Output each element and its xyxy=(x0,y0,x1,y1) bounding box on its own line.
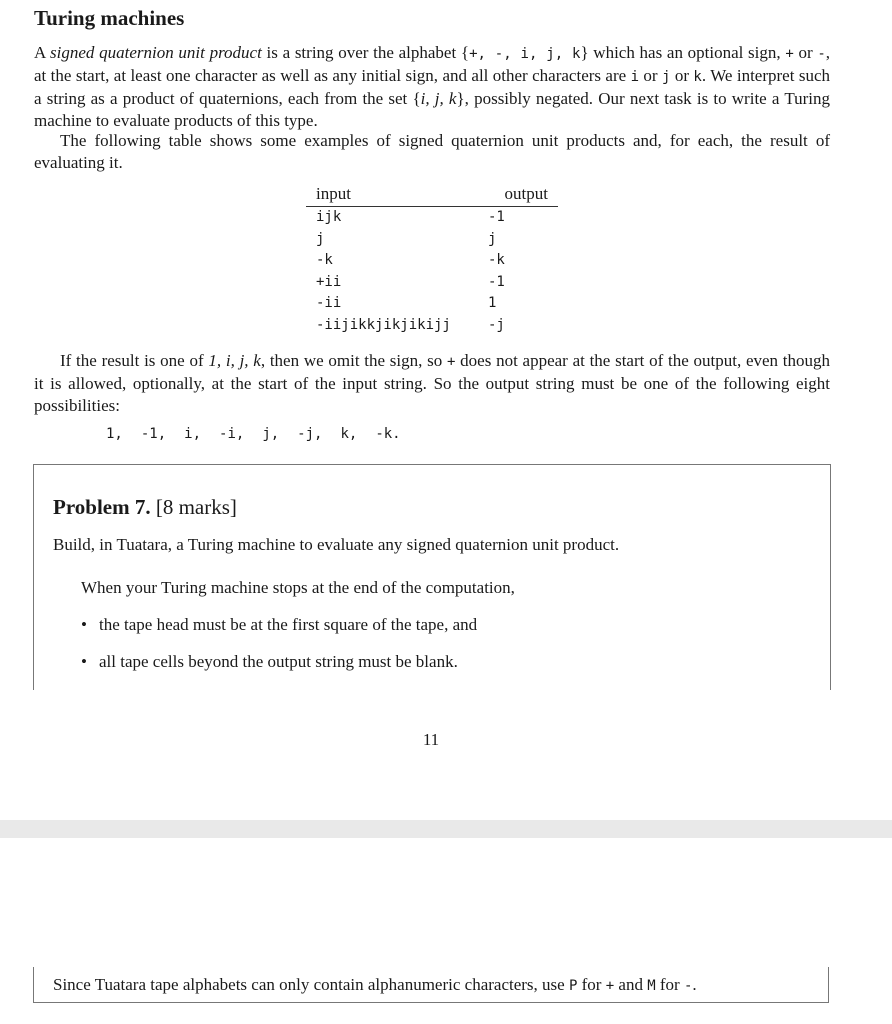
footnote-box: Since Tuatara tape alphabets can only contain alphanumeric characters, use P for + and M for -. xyxy=(33,967,829,1003)
section-title: Turing machines xyxy=(34,6,185,30)
examples-table xyxy=(306,184,558,336)
table-row: -ii 1 xyxy=(316,295,497,311)
output-option: i, xyxy=(184,426,202,442)
table-row: +ii -1 xyxy=(316,273,505,290)
requirement-item: • the tape head must be at the first square of the tape, and xyxy=(81,615,478,634)
problem-box xyxy=(33,464,831,690)
possible-outputs-list xyxy=(106,426,401,442)
table-row: ijk -1 xyxy=(316,209,505,225)
input-column-header: input xyxy=(316,184,351,203)
output-option: -k. xyxy=(375,426,401,442)
bullet-icon: • xyxy=(81,652,87,671)
output-option: k, xyxy=(340,426,358,442)
table-row: -k -k xyxy=(316,252,505,268)
table-header xyxy=(306,184,558,207)
bullet-icon: • xyxy=(81,615,87,634)
output-option: 1, xyxy=(106,426,123,442)
table-row: j j xyxy=(316,230,497,247)
page-number: 11 xyxy=(422,730,440,749)
page-separator xyxy=(0,820,892,838)
problem-statement: Build, in Tuatara, a Turing machine to evaluate any signed quaternion unit product. xyxy=(53,535,620,554)
requirement-item: • all tape cells beyond the output string must be blank. xyxy=(81,652,458,671)
table-row: -iijikkjikjikijj -j xyxy=(316,316,505,333)
intro-paragraph: A signed quaternion unit product is a string over the alphabet {+, -, i, j, k} which has an optional sign, + or -, at the start, at least one character as well as any initial sign, and all other characters are i or j or k. We interpret such a string as a product of quaternions, each from the set {i, j, k}, possibly negated. Our next task is to write a Turing machine to evaluate products of this type. xyxy=(34,43,831,130)
output-option: -i, xyxy=(219,426,245,442)
table-intro-paragraph: The following table shows some examples of signed quaternion unit products and, for each, the result of evaluating it. xyxy=(34,131,830,172)
output-option: -j, xyxy=(297,426,323,442)
problem-title: Problem 7. [8 marks] xyxy=(53,495,237,519)
sign-rule-paragraph: If the result is one of 1, i, j, k, then we omit the sign, so + does not appear at the start of the output, even though it is allowed, optionally, at the start of the input string. So the output string must be one of the following eight possibilities: xyxy=(34,351,831,415)
output-option: j, xyxy=(262,426,280,442)
output-option: -1, xyxy=(140,426,167,442)
requirements-intro: When your Turing machine stops at the end of the computation, xyxy=(81,578,515,597)
output-column-header: output xyxy=(504,184,548,203)
